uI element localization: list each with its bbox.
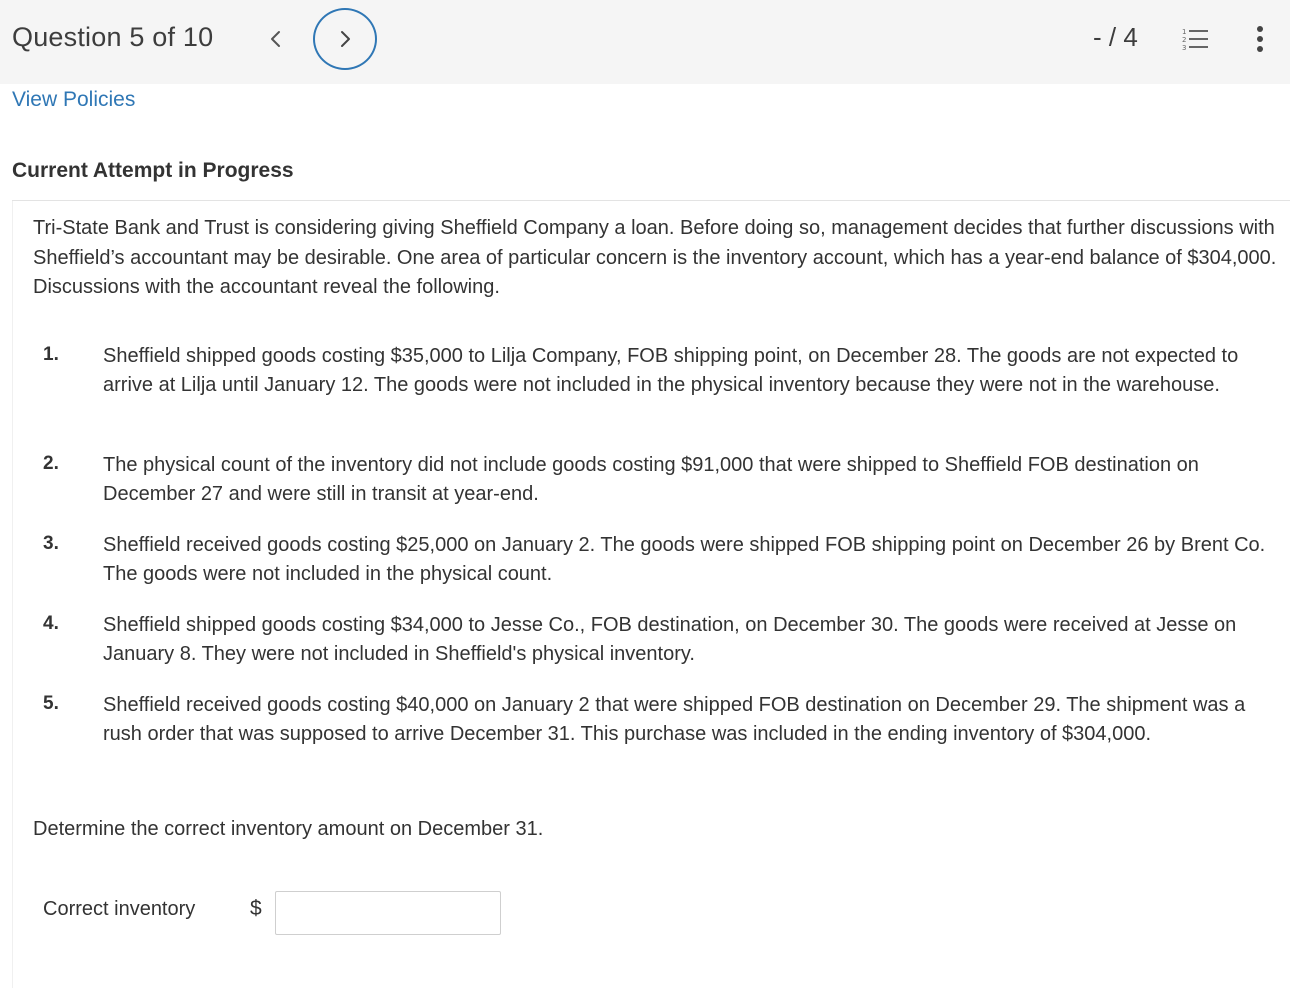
svg-text:1: 1 xyxy=(1182,28,1187,36)
vertical-ellipsis-icon xyxy=(1256,25,1264,53)
list-item-text: The physical count of the inventory did not include goods costing $91,000 that were shipped to Sheffield FOB destination on December 27 and were still in transit at year-end. xyxy=(103,454,1199,505)
view-policies-link[interactable]: View Policies xyxy=(12,88,136,111)
content-border xyxy=(12,201,13,988)
correct-inventory-input[interactable] xyxy=(275,891,501,935)
previous-question-button[interactable] xyxy=(262,22,290,56)
question-header xyxy=(0,0,1290,84)
question-prompt: Determine the correct inventory amount on December 31. xyxy=(33,818,544,840)
currency-symbol: $ xyxy=(250,897,262,920)
next-question-button[interactable] xyxy=(313,8,377,70)
question-list-button[interactable] xyxy=(1180,24,1210,54)
question-counter: Question 5 of 10 xyxy=(12,22,214,52)
list-item-text: Sheffield shipped goods costing $35,000 to Lilja Company, FOB shipping point, on December 28. The goods are not expected to arrive at Lilja until January 12. The goods were not included in the physical inventory because they were not in the warehouse. xyxy=(103,345,1239,396)
svg-text:2: 2 xyxy=(1182,36,1187,44)
list-item-number: 5. xyxy=(43,693,59,714)
list-item-text: Sheffield received goods costing $25,000 on January 2. The goods were shipped FOB shipping point on December 26 by Brent Co. The goods were not included in the physical count. xyxy=(103,534,1266,585)
list-item-text: Sheffield shipped goods costing $34,000 to Jesse Co., FOB destination, on December 30. The goods were received at Jesse on January 8. They were not included in Sheffield's physical inventory. xyxy=(103,614,1237,665)
problem-intro: Tri-State Bank and Trust is considering giving Sheffield Company a loan. Before doing so, management decides that further discussions with Sheffield’s accountant may be desirable. One area of particular concern is the inventory account, which has a year-end balance of $304,000. Discussions with the accountant reveal the following. xyxy=(33,217,1277,298)
numbered-list-icon xyxy=(1181,27,1209,51)
list-item-number: 1. xyxy=(43,344,59,365)
list-item-number: 4. xyxy=(43,613,59,634)
question-score: - / 4 xyxy=(1093,22,1138,52)
chevron-left-icon xyxy=(269,30,283,48)
svg-text:3: 3 xyxy=(1182,44,1187,51)
list-item-text: Sheffield received goods costing $40,000 on January 2 that were shipped FOB destination on December 29. The shipment was a rush order that was supposed to arrive December 31. This purchase was included in the ending inventory of $304,000. xyxy=(103,694,1246,745)
more-options-button[interactable] xyxy=(1248,22,1272,56)
list-item-number: 3. xyxy=(43,533,59,554)
list-item-number: 2. xyxy=(43,453,59,474)
chevron-right-icon xyxy=(338,30,352,48)
answer-label: Correct inventory xyxy=(43,898,196,920)
section-divider xyxy=(12,200,1290,201)
attempt-status: Current Attempt in Progress xyxy=(12,159,294,182)
